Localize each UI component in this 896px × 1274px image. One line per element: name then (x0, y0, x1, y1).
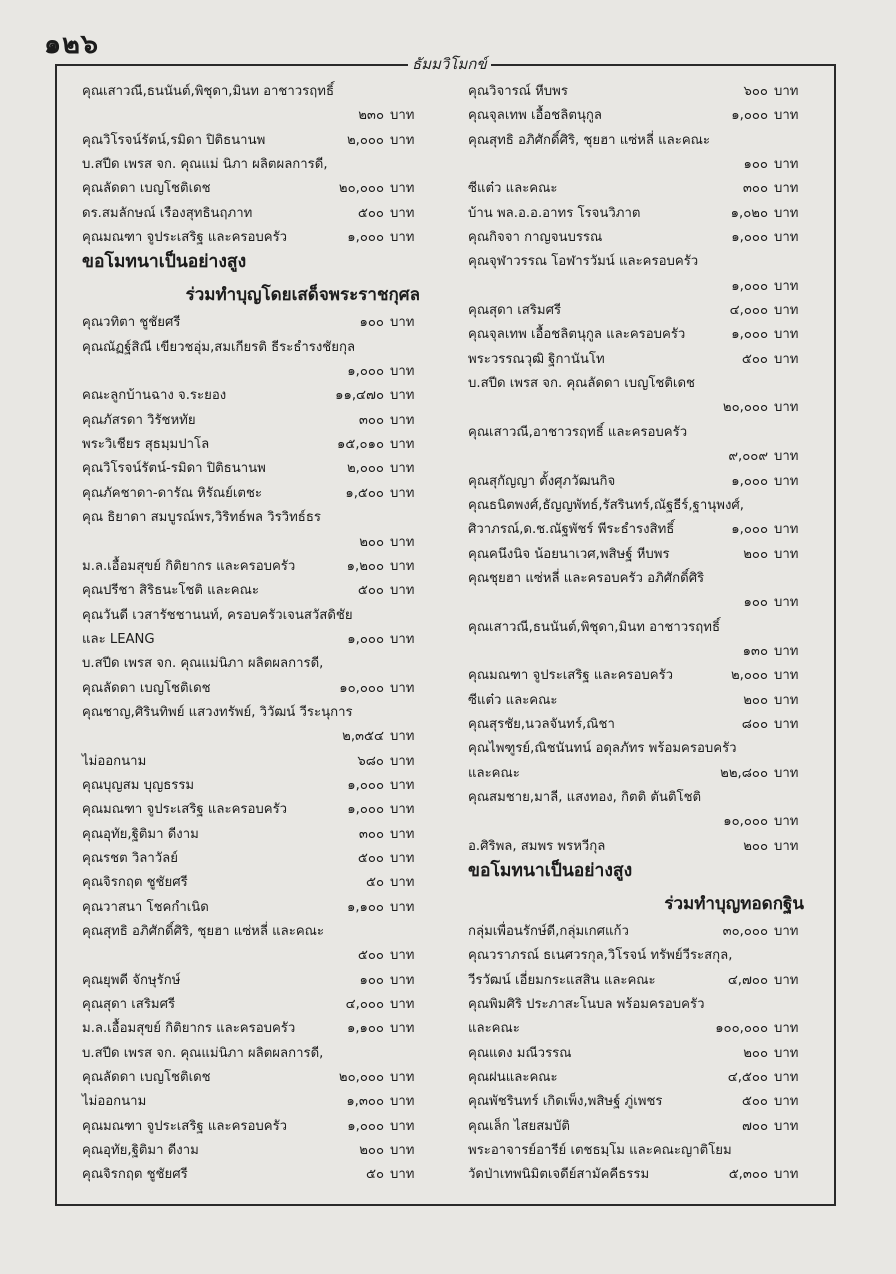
donation-amount: ๒,๐๐๐ (730, 668, 768, 684)
section-heading: ขอโมทนาเป็นอย่างสูง (82, 252, 247, 273)
currency-unit: บาท (774, 716, 799, 732)
donor-entry (468, 129, 814, 153)
donor-entry (468, 567, 814, 591)
donor-entry (468, 810, 814, 834)
currency-unit: บาท (390, 948, 415, 964)
donor-entry (82, 896, 430, 920)
currency-unit: บาท (390, 1143, 415, 1159)
donation-amount: ๒,๐๐๐ (346, 461, 384, 477)
donor-entry (468, 664, 814, 688)
donation-amount: ๑,๐๐๐ (731, 230, 768, 246)
donor-name: พระวรรณวุฒิ ฐิกานันโท (468, 351, 605, 367)
currency-unit: บาท (390, 485, 415, 501)
donation-amount: ๑,๐๐๐ (731, 473, 768, 489)
donor-name: คุณวาสนา โชคกำเนิด (82, 899, 209, 915)
donor-name: ไม่ออกนาม (82, 1094, 147, 1110)
donor-name: บ.สปีด เพรส จก. คุณแม่นิภา ผลิตผลการดี, (82, 1045, 324, 1061)
donor-entry (82, 1017, 430, 1041)
donor-entry (82, 677, 430, 701)
donor-entry (468, 275, 814, 299)
currency-unit: บาท (390, 802, 415, 818)
currency-unit: บาท (390, 631, 415, 647)
donor-entry (82, 177, 430, 201)
donor-entry (82, 129, 430, 153)
donor-name: คุณมณฑา จูประเสริฐ และครอบครัว (82, 802, 288, 818)
donation-amount: ๕๐๐ (357, 948, 384, 964)
donation-amount: ๑,๕๐๐ (345, 485, 384, 501)
donor-entry (82, 311, 430, 335)
currency-unit: บาท (390, 753, 415, 769)
currency-unit: บาท (390, 972, 415, 988)
donation-amount: ๑๐๐ (359, 315, 384, 331)
donor-name: คุณพัชรินทร์ เกิดเพ็ง,พสิษฐ์ ภู่เพชร (468, 1094, 663, 1110)
donor-name: คุณจุลเทพ เอื้อชลิตนุกูล และครอบครัว (468, 327, 686, 343)
donation-amount: ๑,๑๐๐ (346, 1021, 384, 1037)
donor-entry (82, 506, 430, 530)
currency-unit: บาท (774, 924, 799, 939)
donor-entry (468, 299, 814, 323)
donor-entry (468, 1090, 814, 1114)
donor-name: ม.ล.เอื้อมสุขย์ กิติยากร และครอบครัว (82, 1021, 296, 1037)
donation-amount: ๑,๓๐๐ (346, 1094, 384, 1110)
donor-name: คุณสมชาย,มาลี, แสงทอง, กิตติ ตันติโชติ (468, 789, 702, 805)
donor-name: พระอาจารย์อารีย์ เตชธมฺโม และคณะญาติโยม (468, 1143, 732, 1159)
left-column (82, 80, 430, 1188)
donor-entry (82, 579, 430, 603)
donor-name: คุณวทิตา ชูชัยศรี (82, 315, 181, 331)
donor-entry (82, 652, 430, 676)
donor-name: คุณมณฑา จูประเสริฐ และครอบครัว (468, 668, 674, 684)
donor-entry (468, 1115, 814, 1139)
donor-entry (82, 969, 430, 993)
donor-entry (468, 518, 814, 542)
donor-entry (82, 1115, 430, 1139)
donor-name: คุณสุรชัย,นวลจันทร์,ณิชา (468, 716, 615, 732)
donor-name: ซีแต๋ว และคณะ (468, 692, 558, 708)
donor-entry (468, 543, 814, 567)
right-column (468, 80, 814, 1188)
donor-entry (468, 421, 814, 445)
currency-unit: บาท (774, 522, 799, 538)
currency-unit: บาท (390, 583, 415, 599)
donor-entry (468, 1163, 814, 1187)
donor-entry (468, 920, 814, 944)
currency-unit: บาท (774, 278, 799, 294)
donation-amount: ๔,๕๐๐ (727, 1070, 768, 1086)
donor-entry (82, 482, 430, 506)
currency-unit: บาท (774, 595, 799, 611)
donor-name: บ.สปีด เพรส จก. คุณแม่นิภา ผลิตผลการดี, (82, 656, 324, 672)
donation-amount: ๓๐,๐๐๐ (722, 924, 768, 939)
donation-amount: ๓๐๐ (358, 412, 384, 428)
donor-name: คุณพิมศิริ ประภาสะโนบล พร้อมครอบครัว (468, 997, 705, 1013)
donor-name: คุณรชต วิลาวัลย์ (82, 850, 178, 866)
donor-entry (82, 604, 430, 628)
currency-unit: บาท (390, 680, 415, 696)
currency-unit: บาท (774, 473, 799, 489)
donation-amount: ๑,๑๐๐ (346, 899, 384, 915)
donation-amount: ๑,๐๒๐ (730, 205, 768, 221)
donor-entry (82, 944, 430, 968)
donation-amount: ๒๐๐ (743, 692, 768, 708)
currency-unit: บาท (390, 364, 415, 380)
currency-unit: บาท (774, 181, 799, 197)
donor-entry (82, 433, 430, 457)
donation-amount: ๑,๐๐๐ (347, 777, 384, 793)
donation-amount: ๑๐๐,๐๐๐ (715, 1021, 768, 1037)
donor-name: คุณธนิตพงศ์,ธัญญพัทธ์,รัสรินทร์,ณัฐธีร์,ฐานุพงศ์, (468, 497, 744, 513)
currency-unit: บาท (390, 388, 415, 404)
donor-entry (468, 250, 814, 274)
currency-unit: บาท (390, 1070, 415, 1086)
donor-name: คุณบุญสม บุญธรรม (82, 777, 195, 793)
section-heading: ขอโมทนาเป็นอย่างสูง (468, 861, 633, 881)
donor-entry (82, 1066, 430, 1090)
currency-unit: บาท (390, 108, 415, 124)
donation-amount: ๑,๐๐๐ (347, 1118, 384, 1134)
donor-name: บ้าน พล.อ.อ.อาทร โรจนวิภาต (468, 205, 641, 221)
currency-unit: บาท (390, 534, 415, 550)
donor-entry (82, 920, 430, 944)
donor-entry (468, 993, 814, 1017)
currency-unit: บาท (774, 84, 799, 99)
donor-name: คุณปรีชา สิริธนะโชติ และคณะ (82, 583, 259, 599)
donor-entry (468, 835, 814, 859)
donor-name: วัดป่าเทพนิมิตเจดีย์สามัคคีธรรม (468, 1167, 650, 1183)
donor-entry (82, 1042, 430, 1066)
donation-amount: ๑,๐๐๐ (731, 108, 768, 124)
currency-unit: บาท (774, 303, 799, 319)
donation-amount: ๒,๓๕๔ (342, 729, 384, 745)
currency-unit: บาท (774, 668, 799, 684)
donation-amount: ๑๐,๐๐๐ (723, 814, 768, 830)
donation-amount: ๒๒,๘๐๐ (720, 765, 768, 781)
donation-amount: ๑,๐๐๐ (347, 802, 384, 818)
donor-name: คุณณัฏฐ์สิณี เขียวชอุ่ม,สมเกียรติ ธีระธำรงชัยกุล (82, 339, 356, 355)
donor-name: คุณจุฬาวรรณ โอฬารวัมน์ และครอบครัว (468, 254, 699, 270)
currency-unit: บาท (774, 765, 799, 781)
currency-unit: บาท (390, 997, 415, 1013)
currency-unit: บาท (774, 1045, 799, 1061)
donor-name: และคณะ (468, 765, 520, 781)
donor-name: คุณเสาวณี,ธนนันต์,พิชุดา,มินท อาชาวรฤทธิ์ (468, 619, 720, 635)
donor-name: ม.ล.เอื้อมสุขย์ กิติยากร และครอบครัว (82, 558, 296, 574)
donor-entry (82, 384, 430, 408)
donation-amount: ๑,๐๐๐ (347, 631, 384, 647)
donor-name: ไม่ออกนาม (82, 753, 147, 769)
donation-amount: ๕๐ (365, 1167, 384, 1183)
donor-name: คุณวิโรจน์รัตน์-รมิดา ปิติธนานพ (82, 461, 266, 477)
currency-unit: บาท (390, 729, 415, 745)
donation-amount: ๑,๐๐๐ (347, 230, 384, 246)
donor-entry (468, 470, 814, 494)
donor-entry (82, 701, 430, 725)
donor-entry (82, 1139, 430, 1163)
donor-entry (82, 80, 430, 104)
donation-amount: ๒,๐๐๐ (346, 132, 384, 148)
currency-unit: บาท (774, 838, 799, 854)
donor-entry (468, 153, 814, 177)
donor-entry (82, 798, 430, 822)
donor-name: คุณแดง มณีวรรณ (468, 1045, 572, 1061)
donor-name: คุณยุพดี จักษุรักษ์ (82, 972, 181, 988)
donor-entry (468, 737, 814, 761)
donor-name: คุณคนึงนิจ น้อยนาเวศ,พสิษฐ์ หีบพร (468, 546, 670, 562)
donor-entry (468, 1066, 814, 1090)
donor-name: ซีแต๋ว และคณะ (468, 181, 558, 197)
donor-name: คุณกิจจา กาญจนบรรณ (468, 230, 603, 246)
currency-unit: บาท (774, 157, 799, 173)
donor-name: ศิวาภรณ์,ด.ช.ณัฐพัชร์ พีระธำรงสิทธิ์ (468, 522, 675, 538)
currency-unit: บาท (390, 777, 415, 793)
donation-amount: ๑๓๐ (742, 643, 768, 659)
currency-unit: บาท (774, 692, 799, 708)
donor-entry (468, 396, 814, 420)
donor-name: คุณจิรกฤต ชูชัยศรี (82, 875, 188, 891)
currency-unit: บาท (390, 412, 415, 428)
currency-unit: บาท (390, 1167, 415, 1183)
currency-unit: บาท (390, 461, 415, 477)
donation-amount: ๒๐๐ (743, 838, 768, 854)
donor-entry (468, 323, 814, 347)
donor-entry (468, 1139, 814, 1163)
currency-unit: บาท (390, 230, 415, 246)
donation-amount: ๑,๐๐๐ (347, 364, 384, 380)
donor-name: คุณมณฑา จูประเสริฐ และครอบครัว (82, 230, 288, 246)
donation-amount: ๑,๐๐๐ (731, 278, 768, 294)
donor-name: วีรวัฒน์ เอี่ยมกระแสสิน และคณะ (468, 972, 656, 988)
currency-unit: บาท (390, 437, 415, 453)
donation-amount: ๑๐๐ (743, 157, 768, 173)
donor-entry (82, 457, 430, 481)
donor-entry (468, 348, 814, 372)
donor-name: คุณมณฑา จูประเสริฐ และครอบครัว (82, 1118, 288, 1134)
section-subheading: ร่วมทำบุญโดยเสด็จพระราชกุศล (185, 285, 420, 306)
currency-unit: บาท (774, 327, 799, 343)
donor-name: ดร.สมลักษณ์ เรืองสุทธินฤภาท (82, 205, 253, 221)
donation-amount: ๑,๐๐๐ (731, 522, 768, 538)
currency-unit: บาท (774, 351, 799, 367)
currency-unit: บาท (390, 1118, 415, 1134)
donation-amount: ๒๓๐ (358, 108, 384, 124)
donor-name: คุณสุทธิ อภิศักดิ์ศิริ, ชุยฮา แซ่หลี่ และคณะ (468, 132, 710, 148)
donation-amount: ๖๘๐ (357, 753, 384, 769)
donation-amount: ๑๐๐ (359, 972, 384, 988)
currency-unit: บาท (774, 1094, 799, 1110)
donor-name: คุณลัดดา เบญโชติเดช (82, 680, 211, 696)
donor-entry (82, 555, 430, 579)
donor-entry (82, 409, 430, 433)
donation-amount: ๔,๗๐๐ (727, 972, 768, 988)
donation-amount: ๑๑,๔๗๐ (335, 388, 384, 404)
donation-amount: ๖๐๐ (743, 84, 768, 99)
currency-unit: บาท (774, 205, 799, 221)
donor-entry (82, 1090, 430, 1114)
donation-amount: ๕๐๐ (357, 583, 384, 599)
page-number: ๑๒๖ (44, 29, 100, 60)
currency-unit: บาท (390, 850, 415, 866)
donor-name: คุณเล็ก ไสยสมบัติ (468, 1118, 570, 1134)
donor-name: คุณวิโรจน์รัตน์,รมิดา ปิติธนานพ (82, 132, 266, 148)
currency-unit: บาท (774, 230, 799, 246)
donor-entry (468, 640, 814, 664)
donor-name: คุณวิจารณ์ หีบพร (468, 84, 568, 99)
donation-amount: ๕๐ (365, 875, 384, 891)
donor-entry (468, 713, 814, 737)
donor-name: คุณอุทัย,ฐิติมา ดีงาม (82, 1143, 199, 1159)
donor-entry (468, 80, 814, 104)
currency-unit: บาท (390, 826, 415, 842)
donor-name: พระวิเชียร สุธมฺมปาโล (82, 437, 210, 453)
donation-amount: ๒๐,๐๐๐ (338, 1070, 384, 1086)
donor-entry (82, 847, 430, 871)
currency-unit: บาท (774, 814, 799, 830)
donor-name: คุณสุทธิ อภิศักดิ์ศิริ, ชุยฮา แซ่หลี่ และคณะ (82, 924, 324, 939)
donation-amount: ๒๐๐ (743, 1045, 768, 1061)
donor-entry (468, 1042, 814, 1066)
donation-amount: ๕๐๐ (741, 1094, 768, 1110)
donor-entry (468, 445, 814, 469)
donation-amount: ๙,๐๐๙ (728, 449, 768, 465)
donor-entry (468, 944, 814, 968)
donor-entry (468, 786, 814, 810)
section-subheading: ร่วมทำบุญทอดกฐิน (664, 894, 804, 914)
donation-amount: ๒๐๐ (743, 546, 768, 562)
donor-name: คุณลัดดา เบญโชติเดช (82, 1070, 211, 1086)
donation-amount: ๗๐๐ (741, 1118, 768, 1134)
donor-name: คุณสุกัญญา ตั้งศุภวัฒนกิจ (468, 473, 616, 489)
currency-unit: บาท (390, 875, 415, 891)
currency-unit: บาท (774, 449, 799, 465)
donor-entry (468, 494, 814, 518)
donor-entry (82, 226, 430, 250)
currency-unit: บาท (774, 108, 799, 124)
donor-entry (468, 762, 814, 786)
currency-unit: บาท (390, 132, 415, 148)
donor-entry (82, 750, 430, 774)
donation-amount: ๑๐๐ (743, 595, 768, 611)
donor-name: คุณ ธิยาดา สมบูรณ์พร,วิริทธ์พล วิรวิทธ์ธร (82, 510, 321, 526)
currency-unit: บาท (774, 1167, 799, 1183)
donor-name: คุณอุทัย,ฐิติมา ดีงาม (82, 826, 199, 842)
donation-amount: ๒๐๐ (359, 534, 384, 550)
donor-name: บ.สปีด เพรส จก. คุณแม่ นิภา ผลิตผลการดี, (82, 157, 328, 173)
donor-name: คุณชุยฮา แซ่หลี่ และครอบครัว อภิศักดิ์ศิริ (468, 570, 705, 586)
donor-entry (468, 177, 814, 201)
currency-unit: บาท (774, 643, 799, 659)
donor-name: คุณภัสรดา วิรัชหทัย (82, 412, 196, 428)
currency-unit: บาท (390, 899, 415, 915)
donor-name: คุณฝนและคณะ (468, 1070, 558, 1086)
donor-entry (468, 226, 814, 250)
donation-amount: ๕,๓๐๐ (728, 1167, 768, 1183)
donor-entry (82, 823, 430, 847)
currency-unit: บาท (390, 558, 415, 574)
donor-name: คณะลูกบ้านฉาง จ.ระยอง (82, 388, 227, 404)
donor-entry (82, 774, 430, 798)
donation-amount: ๓๐๐ (742, 181, 768, 197)
currency-unit: บาท (390, 205, 415, 221)
donor-name: คุณสุดา เสริมศรี (468, 303, 562, 319)
currency-unit: บาท (390, 181, 415, 197)
donor-name: คุณลัดดา เบญโชติเดช (82, 181, 211, 197)
donation-amount: ๑,๐๐๐ (731, 327, 768, 343)
donor-entry (82, 153, 430, 177)
donor-entry (82, 336, 430, 360)
donor-entry (468, 616, 814, 640)
donation-amount: ๒๐๐ (359, 1143, 384, 1159)
donation-amount: ๓๐๐ (358, 826, 384, 842)
donor-name: คุณจุลเทพ เอื้อชลิตนุกูล (468, 108, 602, 124)
donor-name: คุณชาญ,ศิรินทิพย์ แสวงทรัพย์, วิวัฒน์ วีระนุการ (82, 704, 353, 720)
donor-entry (82, 725, 430, 749)
donation-amount: ๘๐๐ (741, 716, 768, 732)
donor-name: คุณเสาวณี,อาชาวรฤทธิ์ และครอบครัว (468, 424, 688, 440)
donor-name: คุณวันดี เวสารัชชานนท์, ครอบครัวเจนสวัสดิชัย (82, 607, 353, 623)
donor-entry (82, 360, 430, 384)
donor-name: คุณเสาวณี,ธนนันต์,พิชุดา,มินท อาชาวรฤทธิ์ (82, 84, 334, 99)
currency-unit: บาท (774, 400, 799, 416)
donor-name: คุณสุดา เสริมศรี (82, 997, 176, 1013)
donor-entry (468, 969, 814, 993)
donor-name: และคณะ (468, 1021, 520, 1037)
donation-amount: ๕๐๐ (357, 850, 384, 866)
currency-unit: บาท (774, 1070, 799, 1086)
donation-amount: ๕๐๐ (741, 351, 768, 367)
donation-amount: ๑๕,๐๑๐ (336, 437, 384, 453)
currency-unit: บาท (390, 315, 415, 331)
donor-entry (468, 591, 814, 615)
donor-entry (82, 1163, 430, 1187)
donor-name: กลุ่มเพื่อนรักษ์ดี,กลุ่มเกศแก้ว (468, 924, 629, 939)
donation-amount: ๒๐,๐๐๐ (722, 400, 768, 416)
donor-entry (82, 202, 430, 226)
donation-amount: ๔,๐๐๐ (729, 303, 768, 319)
donation-amount: ๕๐๐ (357, 205, 384, 221)
donation-amount: ๑,๒๐๐ (346, 558, 384, 574)
header-title: ธัมมวิโมกข์ (408, 56, 491, 72)
donor-entry (468, 1017, 814, 1041)
donation-amount: ๔,๐๐๐ (345, 997, 384, 1013)
donor-name: บ.สปีด เพรส จก. คุณลัดดา เบญโชติเดช (468, 376, 695, 392)
donor-entry (468, 689, 814, 713)
donor-name: อ.ศิริพล, สมพร พรหวีกุล (468, 838, 606, 854)
currency-unit: บาท (774, 972, 799, 988)
donation-amount: ๑๐,๐๐๐ (339, 680, 384, 696)
currency-unit: บาท (774, 1021, 799, 1037)
donor-entry (82, 531, 430, 555)
donor-entry (82, 871, 430, 895)
donor-entry (468, 372, 814, 396)
donor-entry (82, 104, 430, 128)
donor-entry (468, 104, 814, 128)
currency-unit: บาท (774, 1118, 799, 1134)
currency-unit: บาท (390, 1021, 415, 1037)
donor-entry (82, 628, 430, 652)
currency-unit: บาท (390, 1094, 415, 1110)
donation-amount: ๒๐,๐๐๐ (338, 181, 384, 197)
donor-entry (82, 993, 430, 1017)
donor-name: คุณจิรกฤต ชูชัยศรี (82, 1167, 188, 1183)
donor-name: คุณวราภรณ์ ธเนศวรกุล,วิโรจน์ ทรัพย์วีระสกุล, (468, 948, 733, 964)
donor-name: คุณไพฑูรย์,ณิชนันทน์ อดุลภัทร พร้อมครอบครัว (468, 741, 737, 757)
donor-entry (468, 202, 814, 226)
donor-name: คุณภัคชาดา-ดารัณ หิรัณย์เตชะ (82, 485, 262, 501)
currency-unit: บาท (774, 546, 799, 562)
donor-name: และ LEANG (82, 631, 155, 647)
